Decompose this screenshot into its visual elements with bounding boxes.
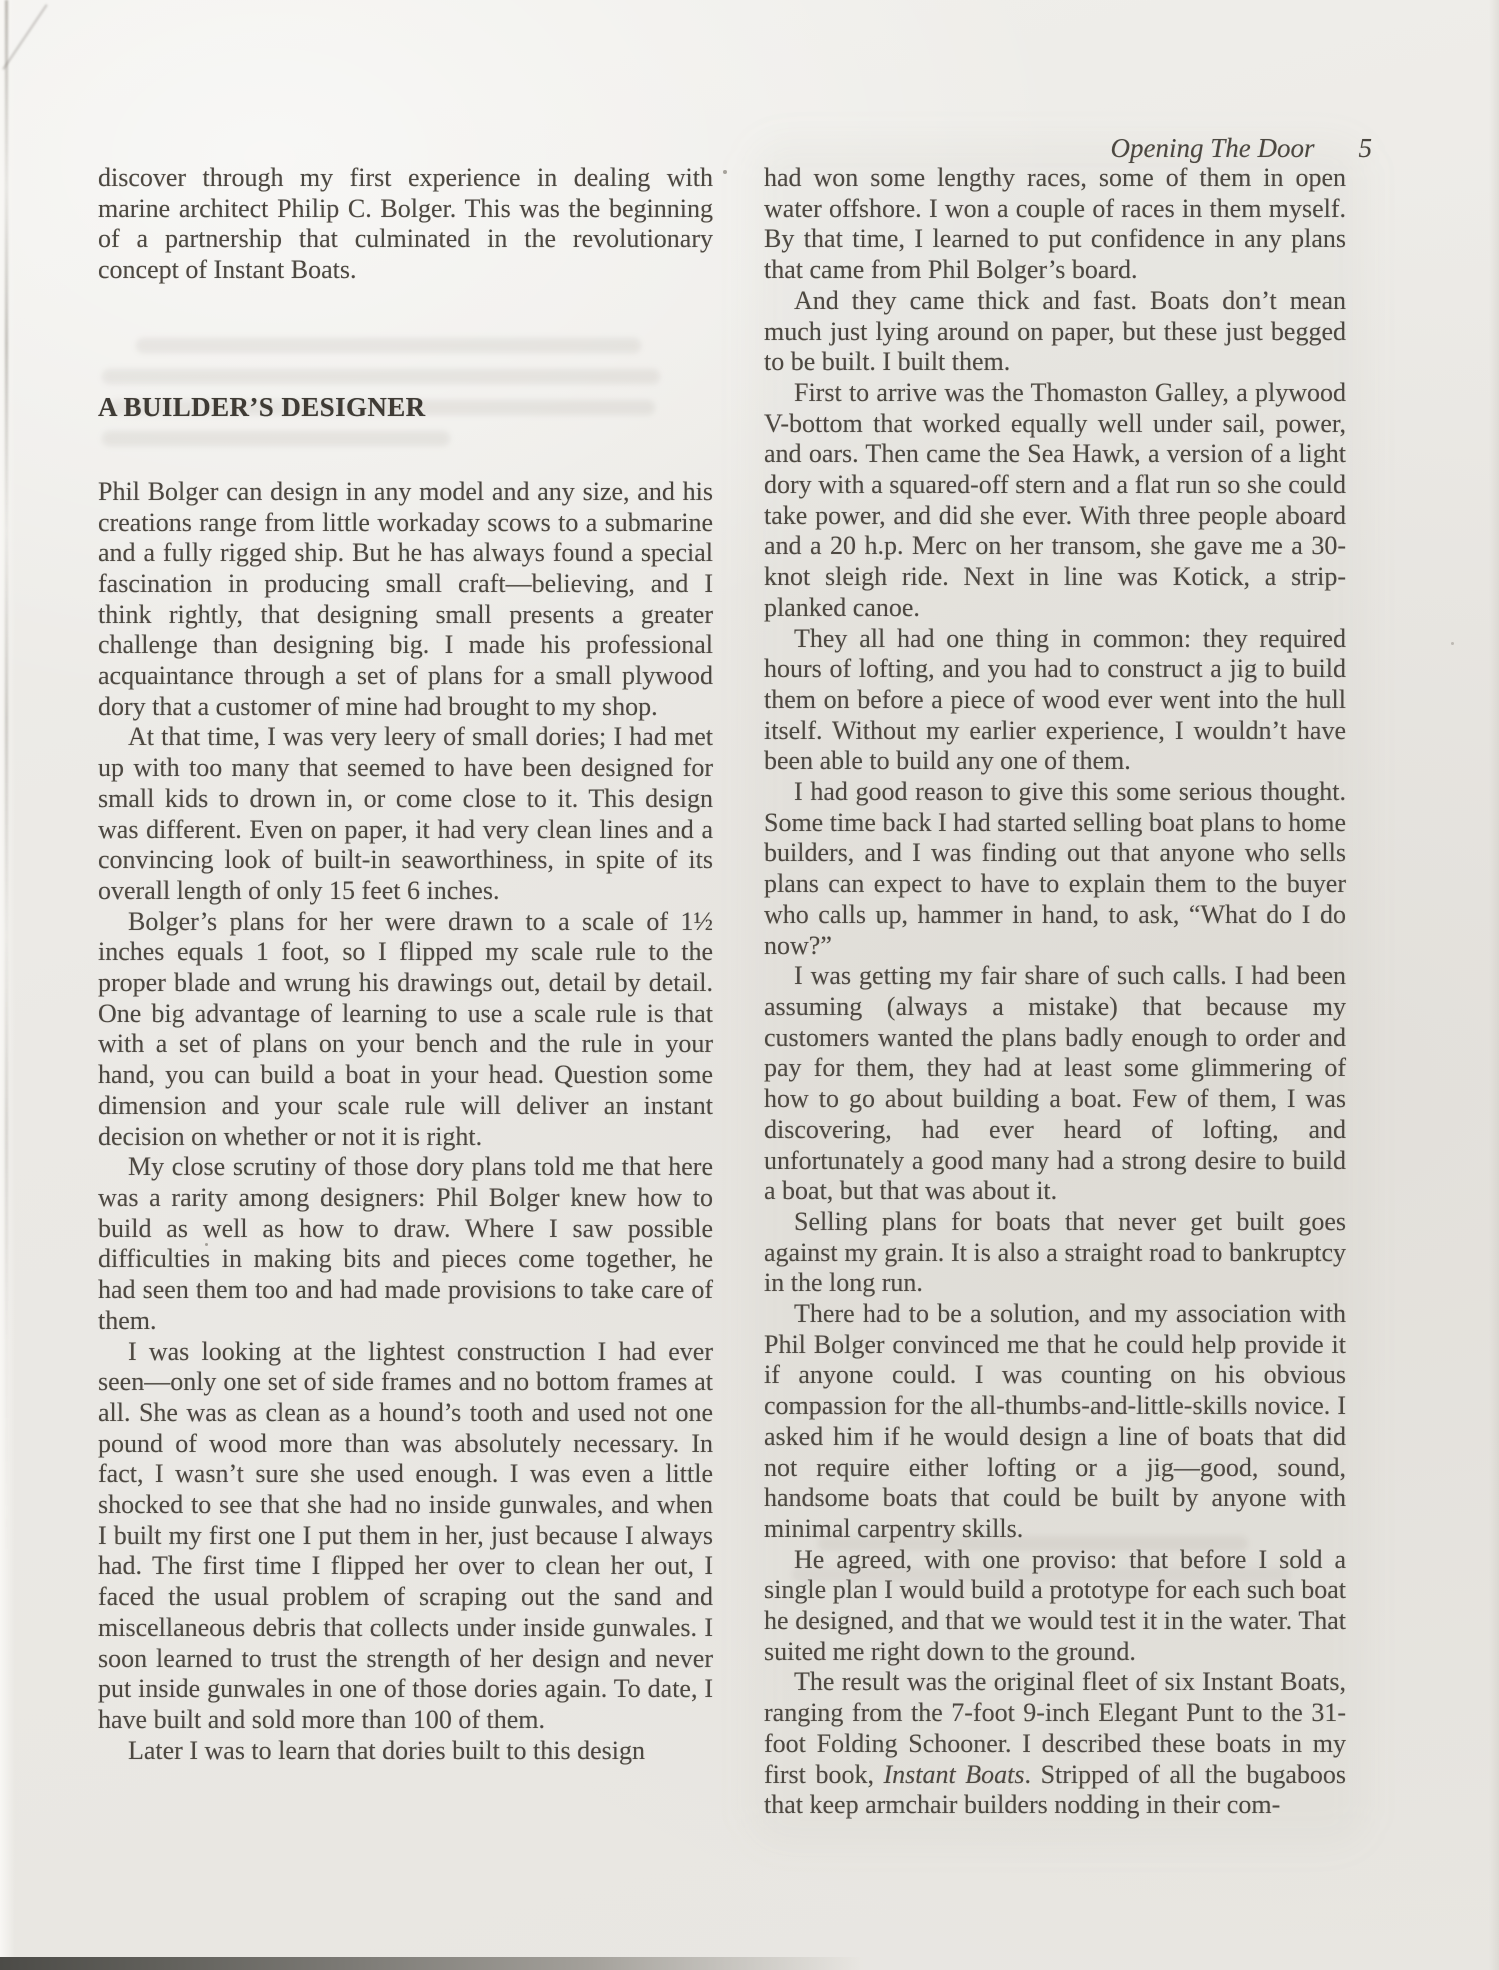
left-column <box>98 163 713 1766</box>
ink-speck <box>1451 642 1454 645</box>
ink-speck <box>723 170 727 174</box>
right-edge-shading <box>1489 0 1499 1970</box>
body-paragraph: I was getting my fair share of such calls. I had been assuming (always a mistake) that because my customers wanted the plans badly enough to order and pay for them, they had at least some glimmering of how to go about building a boat. Few of them, I was discovering, had ever heard of lofting, and unfortunately a good many had a strong desire to build a boat, but that was about it. <box>764 961 1346 1206</box>
chapter-title: Opening The Door <box>1110 133 1315 163</box>
body-paragraph: He agreed, with one proviso: that before I sold a single plan I would build a prototype for each such boat he designed, and that we would test it in the water. That suited me right down to the ground. <box>764 1544 1346 1666</box>
body-paragraph: At that time, I was very leery of small dories; I had met up with too many that seemed to have been designed for small kids to drown in, or come close to it. This design was different. Even on paper, it had very clean lines and a convincing look of built-in seaworthiness, in spite of its overall length of only 15 feet 6 inches. <box>98 722 713 905</box>
body-paragraph: And they came thick and fast. Boats don’t mean much just lying around on paper, but these just begged to be built. I built them. <box>764 285 1346 377</box>
spine-crease <box>5 0 8 1560</box>
paragraph-text: . Stripped of all the bugaboos that keep armchair builders nodding in their com- <box>764 1759 1346 1820</box>
body-paragraph: First to arrive was the Thomaston Galley, a plywood V-bottom that worked equally well under sail, power, and oars. Then came the Sea Hawk, a version of a light dory with a squared-off stern and a flat run so she could take power, and did she ever. With three people aboard and a 20 h.p. Merc on her transom, she gave me a 30-knot sleigh ride. Next in line was Kotick, a strip-planked canoe. <box>764 377 1346 622</box>
body-paragraph: Later I was to learn that dories built to this design <box>128 1735 645 1765</box>
body-paragraph: Selling plans for boats that never get built goes against my grain. It is also a straight road to bankruptcy in the long run. <box>764 1206 1346 1298</box>
body-paragraph: My close scrutiny of those dory plans told me that here was a rarity among designers: Phil Bolger knew how to build as well as how to draw. Where I saw possible difficulties in making bits and pieces come together, he had seen them too and had made provisions to take care of them. <box>98 1152 713 1335</box>
body-paragraph: Bolger’s plans for her were drawn to a scale of 1½ inches equals 1 foot, so I flipped my scale rule to the proper blade and wrung his drawings out, detail by detail. One big advantage of learning to use a scale rule is that with a set of plans on your bench and the rule in your hand, you can build a boat in your head. Question some dimension and your scale rule will deliver an instant decision on whether or not it is right. <box>98 906 713 1151</box>
body-paragraph: discover through my first experience in dealing with marine architect Philip C. Bolger. This was the beginning of a partnership that culminated in the revolutionary concept of Instant Boats. <box>98 163 713 285</box>
book-title-italic: Instant Boats <box>883 1759 1025 1789</box>
body-paragraph <box>764 1667 1346 1821</box>
right-column <box>764 163 1346 1821</box>
section-heading: A BUILDER’S DESIGNER <box>98 391 426 422</box>
body-paragraph: I was looking at the lightest construction I had ever seen—only one set of side frames and no bottom frames at all. She was as clean as a hound’s tooth and used not one pound of wood more than was absolutely necessary. In fact, I wasn’t sure she used enough. I was even a little shocked to see that she had no inside gunwales, and when I built my first one I put them in her, just because I always had. The first time I flipped her over to clean her out, I faced the usual problem of scraping out the sand and miscellaneous debris that collects under inside gunwales. I soon learned to trust the strength of her design and never put inside gunwales in one of those dories again. To date, I have built and sold more than 100 of them. <box>98 1336 713 1734</box>
paragraph-text: The result was the original fleet of six Instant Boats, ranging from the 7-foot 9-inch Elegant Punt to the 31-foot Folding Schooner. I described these boats in my first book, <box>764 1667 1346 1789</box>
body-paragraph: I had good reason to give this some serious thought. Some time back I had started selling boat plans to home builders, and I was finding out that anyone who sells plans can expect to have to explain them to the buyer who calls up, hammer in hand, to ask, “What do I do now?” <box>764 777 1346 960</box>
page-number: 5 <box>1358 133 1372 163</box>
running-header <box>1111 133 1373 164</box>
scanner-shadow-bar <box>0 1957 890 1970</box>
body-paragraph: There had to be a solution, and my association with Phil Bolger convinced me that he could help provide it if anyone could. I was counting on his obvious compassion for the all-thumbs-and-little-skills novice. I asked him if he would design a line of boats that did not require either lofting or a jig—good, sound, handsome boats that could be built by anyone with minimal carpentry skills. <box>764 1299 1346 1543</box>
body-paragraph: Phil Bolger can design in any model and any size, and his creations range from little workaday scows to a submarine and a fully rigged ship. But he has always found a special fascination in producing small craft—believing, and I think rightly, that designing small presents a greater challenge than designing big. I made his professional acquaintance through a set of plans for a small plywood dory that a customer of mine had brought to my shop. <box>98 476 713 721</box>
body-paragraph: They all had one thing in common: they required hours of lofting, and you had to construct a jig to build them on before a piece of wood ever went into the hull itself. Without my earlier experience, I wouldn’t have been able to build any one of them. <box>764 623 1346 776</box>
body-paragraph: had won some lengthy races, some of them in open water offshore. I won a couple of races in them myself. By that time, I learned to put confidence in any plans that came from Phil Bolger’s board. <box>764 163 1346 285</box>
